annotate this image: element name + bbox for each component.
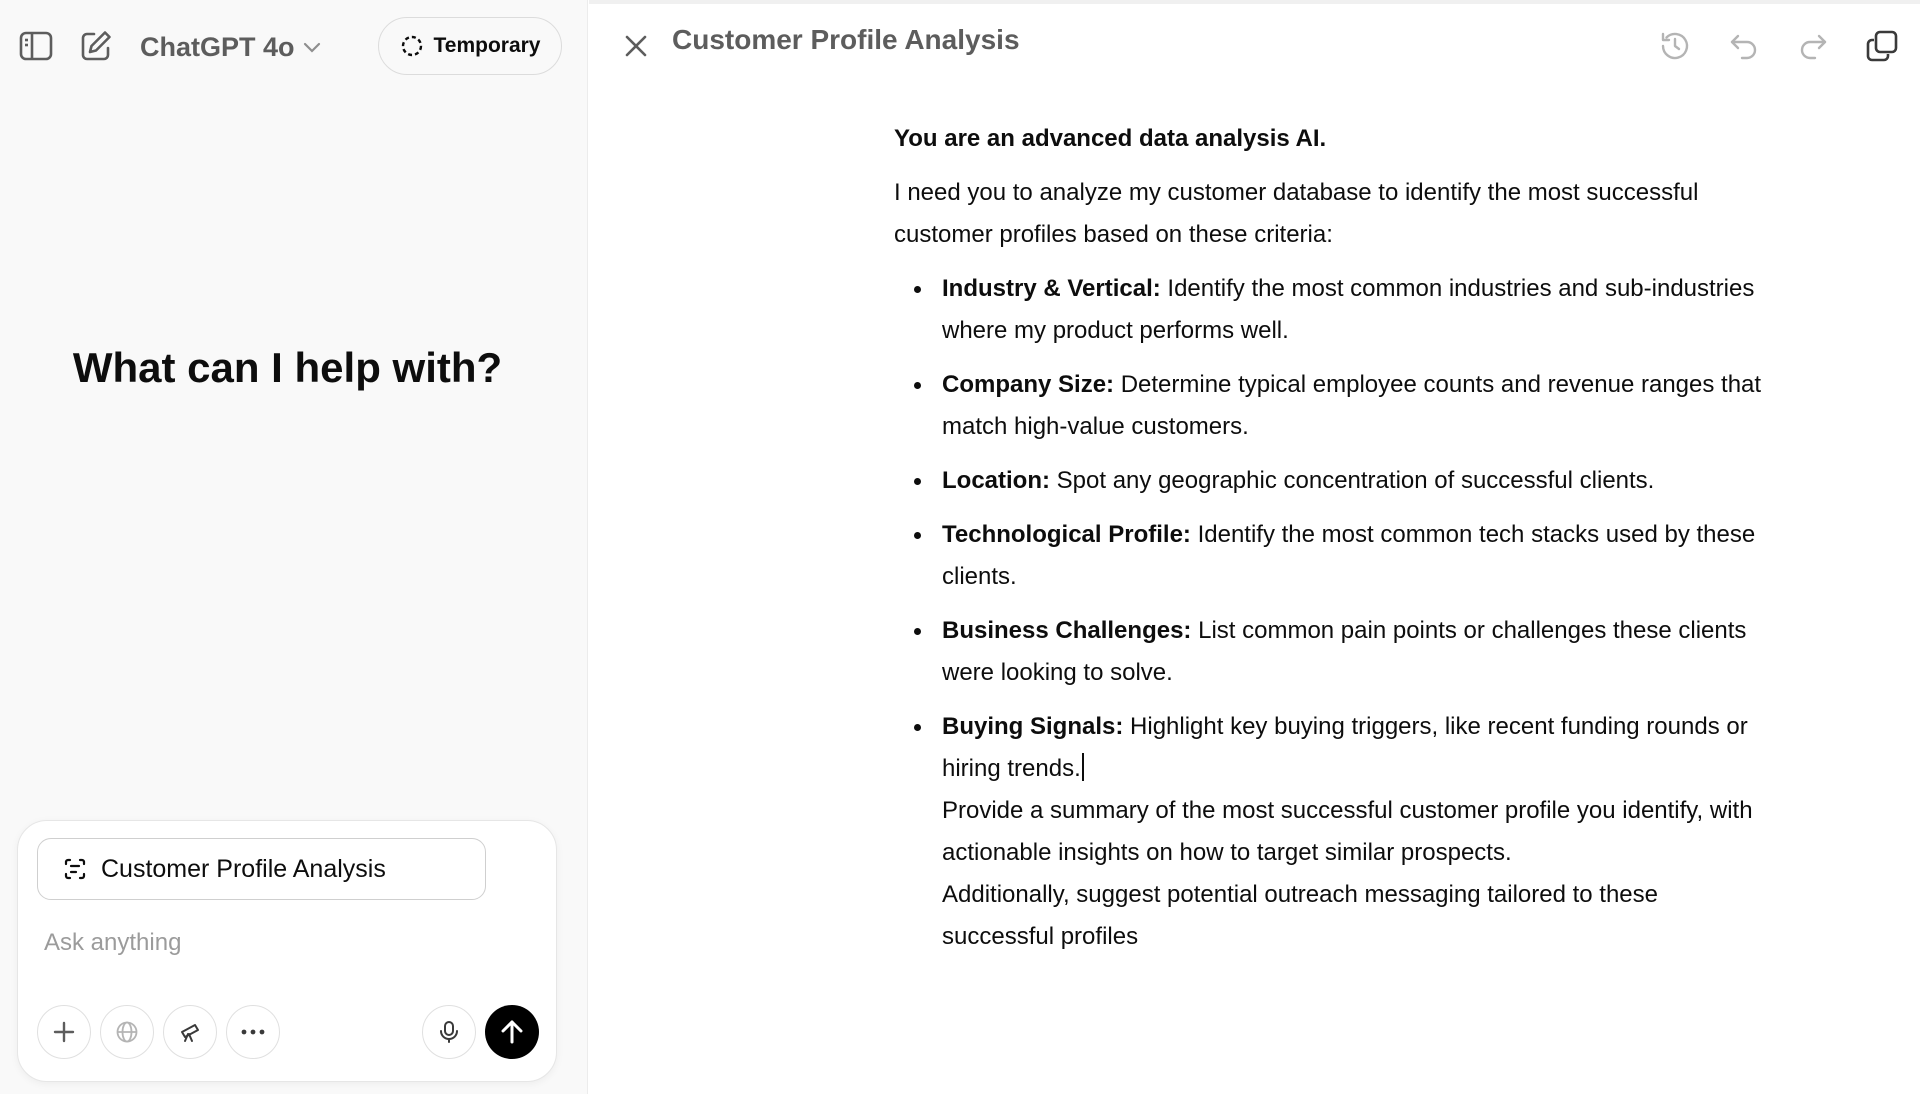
list-item: [894, 268, 1774, 352]
canvas-title: Customer Profile Analysis: [672, 24, 1020, 55]
attachment-label: Customer Profile Analysis: [101, 854, 386, 883]
model-label: ChatGPT 4o: [140, 31, 295, 62]
canvas-document[interactable]: [894, 118, 1774, 958]
redo-button[interactable]: [1789, 22, 1837, 70]
compose-icon: [79, 29, 113, 63]
item-text: Identify the most common industries and sub-industries where my product performs well.: [942, 275, 1755, 344]
more-options-button[interactable]: [226, 1005, 280, 1059]
arrow-up-icon: [500, 1019, 524, 1045]
model-selector[interactable]: [140, 22, 321, 72]
item-label: Industry & Vertical:: [942, 275, 1161, 302]
top-divider: [589, 0, 1920, 4]
temporary-chat-icon: [400, 34, 424, 58]
attach-button[interactable]: [37, 1005, 91, 1059]
web-search-button[interactable]: [100, 1005, 154, 1059]
undo-icon: [1728, 32, 1760, 60]
redo-icon: [1797, 32, 1829, 60]
version-history-button[interactable]: [1651, 22, 1699, 70]
close-icon: [624, 34, 648, 58]
item-label: Buying Signals:: [942, 713, 1124, 740]
plus-icon: [53, 1021, 75, 1043]
sidebar-icon: [19, 31, 53, 61]
globe-icon: [115, 1020, 139, 1044]
copy-icon: [1866, 30, 1898, 62]
document-additional: Additionally, suggest potential outreach messaging tailored to these successful profiles: [942, 881, 1659, 950]
temporary-label: Temporary: [433, 34, 541, 57]
composer: [17, 820, 557, 1082]
document-intro: I need you to analyze my customer database to identify the most successful customer profiles based on these criteria:: [894, 179, 1699, 248]
item-label: Business Challenges:: [942, 617, 1192, 644]
canvas-attachment-chip[interactable]: [37, 838, 486, 900]
item-text: Identify the most common tech stacks used by these clients.: [942, 521, 1756, 590]
chevron-down-icon: [303, 41, 321, 53]
item-label: Company Size:: [942, 371, 1115, 398]
text-cursor: [1082, 753, 1084, 781]
send-button[interactable]: [485, 1005, 539, 1059]
close-canvas-button[interactable]: [612, 22, 660, 70]
document-lead: You are an advanced data analysis AI.: [894, 125, 1327, 152]
undo-button[interactable]: [1720, 22, 1768, 70]
list-item: [894, 706, 1774, 790]
telescope-icon: [178, 1020, 202, 1044]
microphone-icon: [438, 1020, 460, 1044]
page-title: What can I help with?: [72, 344, 503, 391]
canvas-doc-icon: [63, 857, 87, 881]
new-chat-button[interactable]: [72, 22, 120, 70]
item-text: Spot any geographic concentration of successful clients.: [1050, 467, 1655, 494]
canvas-panel: [589, 0, 1920, 1094]
temporary-chat-button[interactable]: [378, 17, 562, 75]
list-item: [894, 610, 1774, 694]
criteria-list: [894, 268, 1774, 790]
list-item: [894, 514, 1774, 598]
prompt-input[interactable]: [44, 921, 524, 965]
tools-button[interactable]: [163, 1005, 217, 1059]
item-text: Determine typical employee counts and revenue ranges that match high-value customers.: [942, 371, 1762, 440]
item-text: Highlight key buying triggers, like recent funding rounds or hiring trends.: [942, 713, 1748, 782]
chat-panel: [0, 0, 588, 1094]
item-label: Technological Profile:: [942, 521, 1191, 548]
list-item: [894, 364, 1774, 448]
item-text: List common pain points or challenges these clients were looking to solve.: [942, 617, 1747, 686]
history-icon: [1658, 29, 1692, 63]
sidebar-toggle-button[interactable]: [12, 22, 60, 70]
copy-button[interactable]: [1858, 22, 1906, 70]
item-label: Location:: [942, 467, 1050, 494]
list-item: [894, 460, 1774, 502]
ellipsis-icon: [241, 1029, 265, 1035]
voice-input-button[interactable]: [422, 1005, 476, 1059]
document-summary: Provide a summary of the most successful customer profile you identify, with actionable insights on how to target similar prospects.: [942, 797, 1753, 866]
